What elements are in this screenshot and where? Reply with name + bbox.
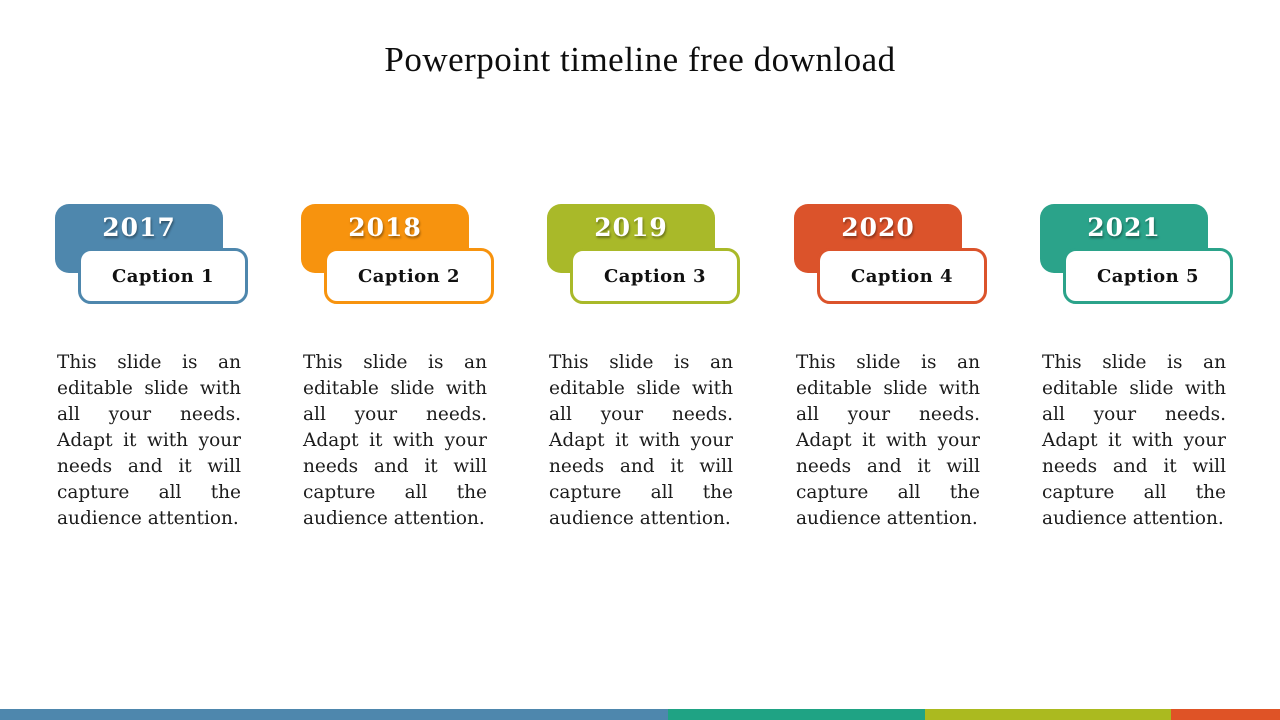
description-text: This slide is an editable slide with all your needs. Adapt it with your needs and it will capture all the audience attention. xyxy=(303,352,487,529)
year-label: 2019 xyxy=(594,213,668,242)
year-label: 2018 xyxy=(348,213,422,242)
caption-label: Caption 1 xyxy=(111,265,215,287)
caption-label: Caption 5 xyxy=(1096,265,1200,287)
footer-segment-yellow-green xyxy=(925,709,1171,720)
year-label: 2020 xyxy=(841,213,915,242)
caption-box[interactable] xyxy=(1063,248,1233,304)
caption-label: Caption 4 xyxy=(850,265,954,287)
footer-segment-blue xyxy=(0,709,668,720)
caption-box[interactable] xyxy=(570,248,740,304)
footer-accent-bar xyxy=(0,709,1280,720)
description-text: This slide is an editable slide with all your needs. Adapt it with your needs and it will capture all the audience attention. xyxy=(549,352,733,529)
description-text: This slide is an editable slide with all your needs. Adapt it with your needs and it will capture all the audience attention. xyxy=(57,352,241,529)
caption-box[interactable] xyxy=(78,248,248,304)
year-label: 2017 xyxy=(102,213,176,242)
description-text: This slide is an editable slide with all your needs. Adapt it with your needs and it will capture all the audience attention. xyxy=(1042,352,1226,529)
caption-label: Caption 3 xyxy=(603,265,707,287)
footer-segment-teal-green xyxy=(668,709,925,720)
caption-box[interactable] xyxy=(324,248,494,304)
footer-segment-red-orange xyxy=(1171,709,1280,720)
slide-title: Powerpoint timeline free download xyxy=(384,40,896,79)
description-text: This slide is an editable slide with all your needs. Adapt it with your needs and it will capture all the audience attention. xyxy=(796,352,980,529)
year-label: 2021 xyxy=(1087,213,1161,242)
caption-box[interactable] xyxy=(817,248,987,304)
caption-label: Caption 2 xyxy=(357,265,461,287)
